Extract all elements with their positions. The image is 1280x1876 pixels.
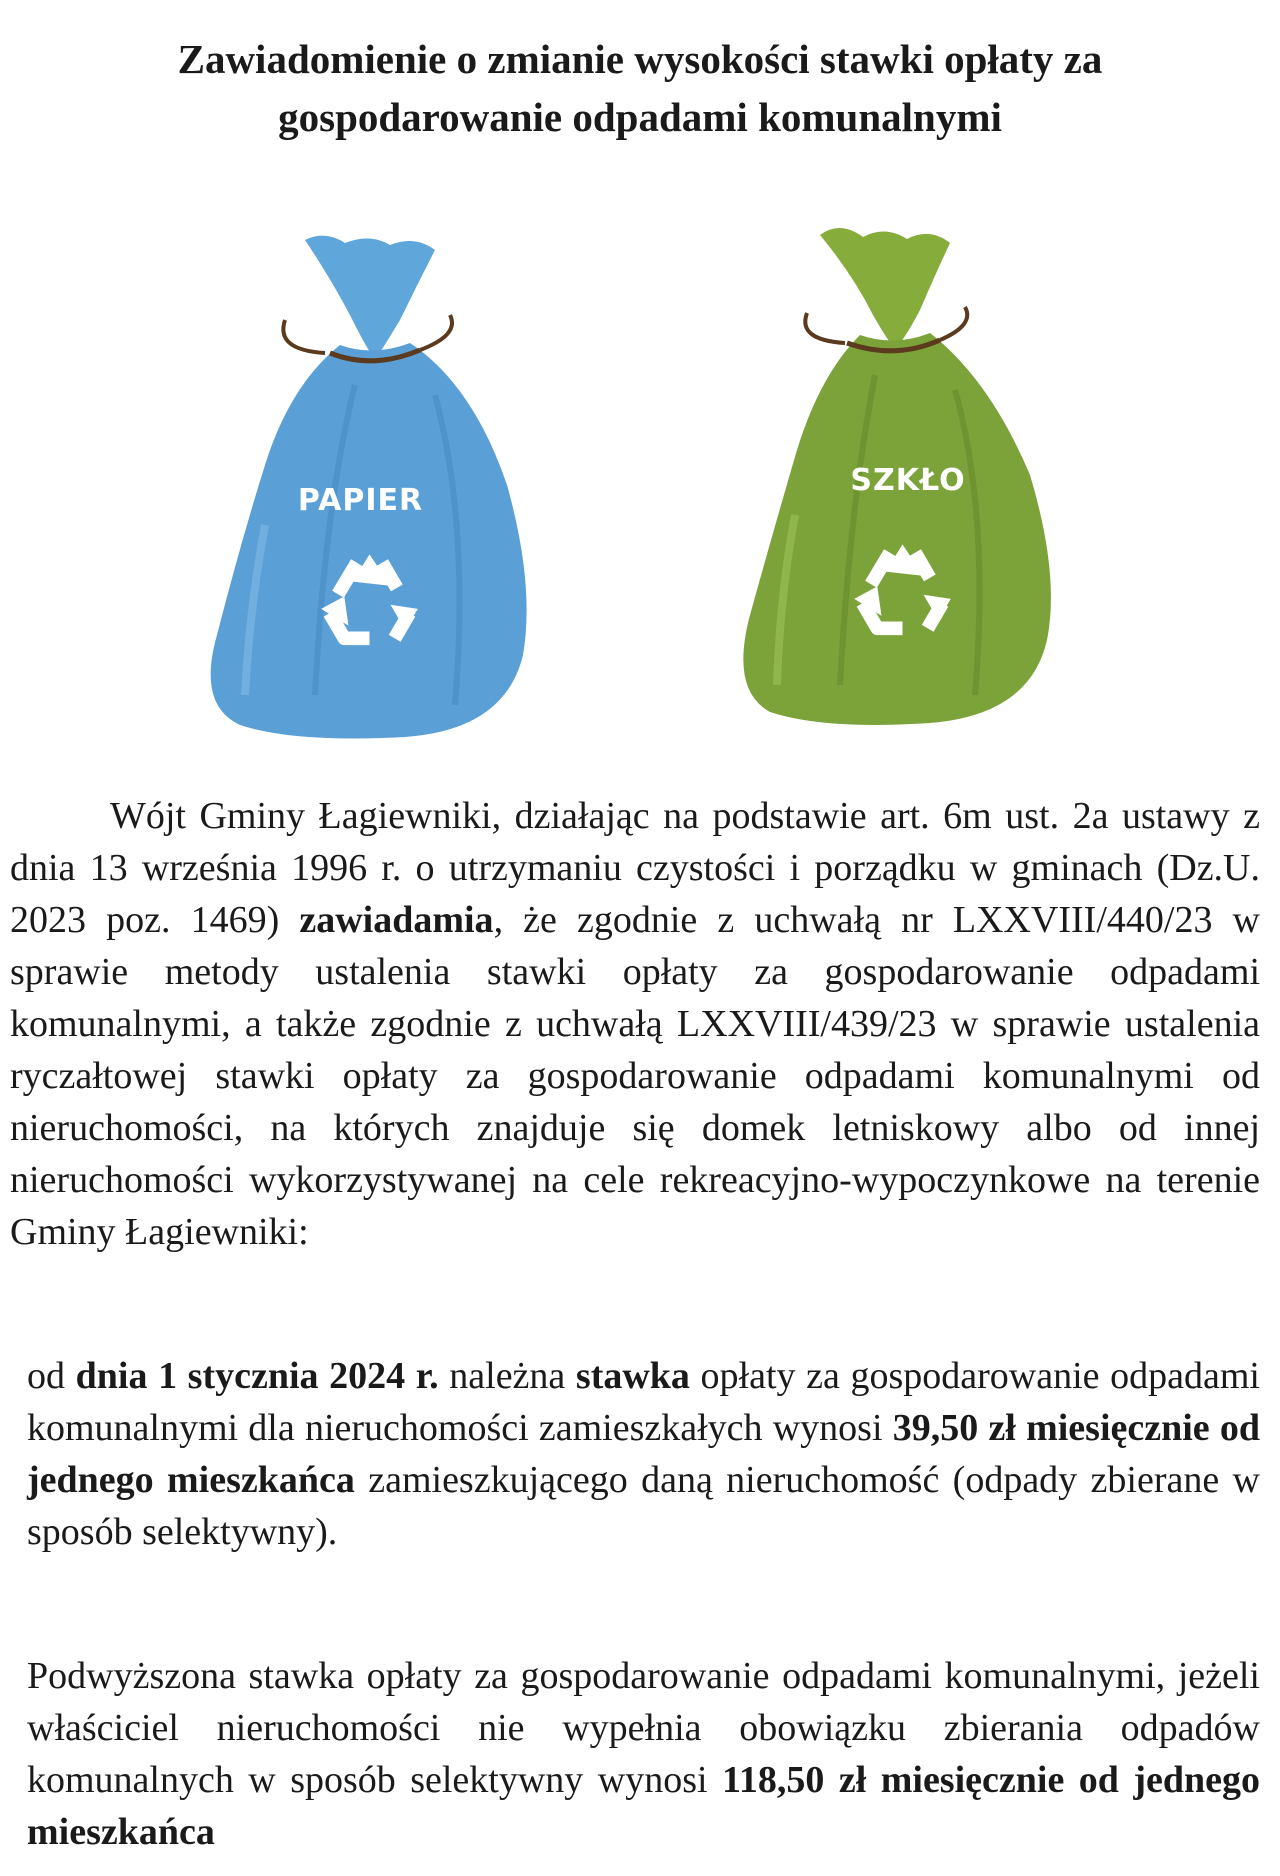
page-title <box>0 30 1280 146</box>
notice-paragraph-rate <box>27 1350 1260 1558</box>
bag-label-paper: PAPIER <box>297 483 424 518</box>
glass-bag-illustration <box>735 215 1065 730</box>
intro-bold-notifies: zawiadamia <box>299 899 494 941</box>
rate-text-1: od <box>27 1355 76 1397</box>
title-line-1: Zawiadomienie o zmianie wysokości stawki opłaty za <box>177 36 1103 82</box>
intro-text-1: Wójt Gminy Łagiewniki, działając na podstawie art. 6m ust. 2a ustawy z dnia 13 września 1996 r. o utrzymaniu czystości i porządku w gminach (Dz.U. 2023 poz. 1469) <box>10 795 1260 941</box>
rate-bold-amount: 39,50 zł miesięcznie od jednego mieszkańca <box>27 1407 1260 1501</box>
notice-paragraph-intro <box>10 790 1260 1258</box>
paper-bag-illustration <box>205 225 540 745</box>
recycle-icon <box>317 550 422 650</box>
notice-paragraph-increased-rate <box>27 1650 1260 1858</box>
increased-bold-amount: 118,50 zł miesięcznie od jednego mieszkańca <box>27 1759 1261 1853</box>
rate-text-4: zamieszkującego daną nieruchomość (odpady zbierane w sposób selektywny). <box>27 1459 1260 1553</box>
rate-bold-rate: stawka <box>575 1355 690 1397</box>
title-line-2: gospodarowanie odpadami komunalnymi <box>278 94 1002 140</box>
bag-label-glass: SZKŁO <box>850 463 966 498</box>
intro-text-2: , że zgodnie z uchwałą nr LXXVIII/440/23 w sprawie metody ustalenia stawki opłaty za gospodarowanie odpadami komunalnymi, a także zgodnie z uchwałą LXXVIII/439/23 w sprawie ustalenia ryczałtowej stawki opłaty za gospodarowanie odpadami komunalnymi od nieruchomości, na których znajduje się domek letniskowy albo od innej nieruchomości wykorzystywanej na cele rekreacyjno-wypoczynkowe na terenie Gminy Łagiewniki: <box>10 899 1260 1253</box>
rate-text-3: opłaty za gospodarowanie odpadami komunalnymi dla nieruchomości zamieszkałych wynosi <box>27 1355 1260 1449</box>
rate-bold-date: dnia 1 stycznia 2024 r. <box>75 1355 439 1397</box>
recycle-icon <box>850 540 955 640</box>
rate-text-2: należna <box>438 1355 576 1397</box>
increased-text-1: Podwyższona stawka opłaty za gospodarowanie odpadami komunalnymi, jeżeli właściciel nieruchomości nie wypełnia obowiązku zbierania odpadów komunalnych w sposób selektywny wynosi <box>27 1655 1260 1801</box>
